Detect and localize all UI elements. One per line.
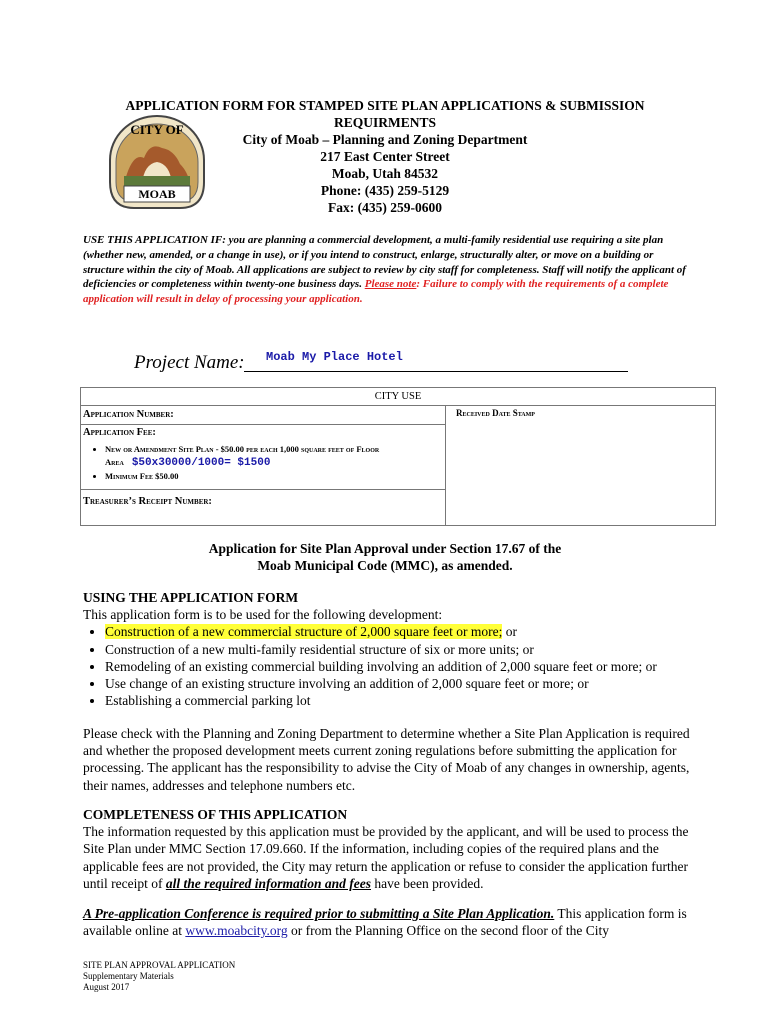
title-line-2: REQUIRMENTS (333, 115, 436, 130)
project-name-line (244, 371, 628, 372)
list-item: • Construction of a new commercial structure of 2,000 square feet or more; or (105, 623, 693, 640)
note-text: : Failure to comply with the requirements of a complete application will result in delay of processing your application. (83, 278, 669, 306)
divider (81, 424, 445, 425)
received-date-stamp-area (445, 405, 715, 525)
street-address: 217 East Center Street (320, 149, 450, 164)
footer-line-1: SITE PLAN APPROVAL APPLICATION (83, 960, 236, 970)
city-state-zip: Moab, Utah 84532 (331, 166, 439, 181)
completeness-heading: COMPLETENESS OF THIS APPLICATION (83, 807, 348, 822)
using-heading: USING THE APPLICATION FORM (83, 590, 299, 605)
completeness-text: The information requested by this application must be provided by the applicant, and will be used to process the Site Plan under MMC Section 17.09.660. If the information, including copies of the required plans and the applicable fees are not provided, the City may return the application or refuse to consider the application further until receipt of all the required information and fees have been provided. (83, 824, 689, 891)
footer-line-3: August 2017 (83, 982, 130, 992)
city-use-header: CITY USE (81, 388, 715, 406)
logo-top-text: CITY OF (130, 122, 184, 137)
list-item: • Establishing a commercial parking lot (105, 692, 693, 709)
preapp-paragraph: A Pre-application Conference is required prior to submitting a Site Plan Application. This application form is available online at www.moabcity.org or from the Planning Office on the second floor of the City (83, 906, 687, 939)
application-number-label: Application Number: (83, 409, 174, 420)
list-item: • Remodeling of an existing commercial building involving an addition of 2,000 square feet or more; or (105, 658, 693, 675)
list-item: • Construction of a new multi-family residential structure of six or more units; or (105, 641, 693, 658)
page-footer (83, 960, 235, 993)
development-list (83, 623, 693, 709)
fee-calculation[interactable]: $50x30000/1000= $1500 (131, 457, 271, 469)
approval-heading (120, 540, 650, 574)
check-paragraph (83, 725, 693, 794)
fee-list (83, 443, 445, 483)
footer-line-2: Supplementary Materials (83, 971, 174, 981)
list-item: • Use change of an existing structure involving an addition of 2,000 square feet or more; or (105, 675, 693, 692)
intro-paragraph (83, 233, 693, 307)
fee-item: • New or Amendment Site Plan - $50.00 per each 1,000 square feet of Floor Area $50x30000/1000= $1500 (105, 443, 445, 470)
fee-item: • Minimum Fee $50.00 (105, 470, 445, 483)
using-lead: This application form is to be used for the following development: (83, 607, 443, 623)
fax-number: Fax: (435) 259-0600 (328, 200, 442, 215)
receipt-number-label: Treasurer’s Receipt Number: (83, 496, 212, 507)
title-line-1: APPLICATION FORM FOR STAMPED SITE PLAN APPLICATIONS & SUBMISSION (125, 98, 645, 113)
approval-line-1: Application for Site Plan Approval under Section 17.67 of the (208, 541, 562, 556)
received-date-stamp-label: Received Date Stamp (456, 408, 535, 418)
highlighted-text: Construction of a new commercial structure of 2,000 square feet or more; (105, 624, 503, 640)
project-name-label: Project Name: (134, 352, 245, 373)
divider (81, 489, 445, 490)
check-text: Please check with the Planning and Zoning Department to determine whether a Site Plan Application is required and whether the proposed development meets current zoning regulations before submitting the application for processing. The applicant has the responsibility to advise the City of Moab of any changes in ownership, agents, their names, addresses and telephone numbers etc. (83, 726, 690, 793)
using-section (83, 589, 693, 709)
city-use-box (80, 387, 716, 526)
application-fee-label: Application Fee: (83, 427, 156, 438)
project-name-field (134, 350, 634, 374)
approval-line-2: Moab Municipal Code (MMC), as amended. (257, 558, 513, 573)
preapp-emphasis: A Pre-application Conference is required prior to submitting a Site Plan Application. (83, 906, 555, 921)
org-name: City of Moab – Planning and Zoning Department (242, 132, 528, 147)
note-label: Please note (364, 278, 417, 291)
project-name-input[interactable]: Moab My Place Hotel (266, 350, 403, 364)
logo-bottom-text: MOAB (138, 187, 176, 201)
website-link[interactable]: www.moabcity.org (185, 923, 288, 939)
intro-text: USE THIS APPLICATION IF: you are planning a commercial development, a multi-family residential use requiring a site plan (whether new, amended, or a change in use), or if you intend to construct, enlarge, structurally alter, or move on a building or structure within the city of Moab. All applications are subject to review by city staff for completeness. Staff will notify the applicant of deficiencies or completeness within twenty-one business days. (83, 234, 686, 291)
completeness-section (83, 806, 693, 892)
city-of-moab-logo (102, 112, 212, 212)
phone-number: Phone: (435) 259-5129 (320, 183, 450, 198)
